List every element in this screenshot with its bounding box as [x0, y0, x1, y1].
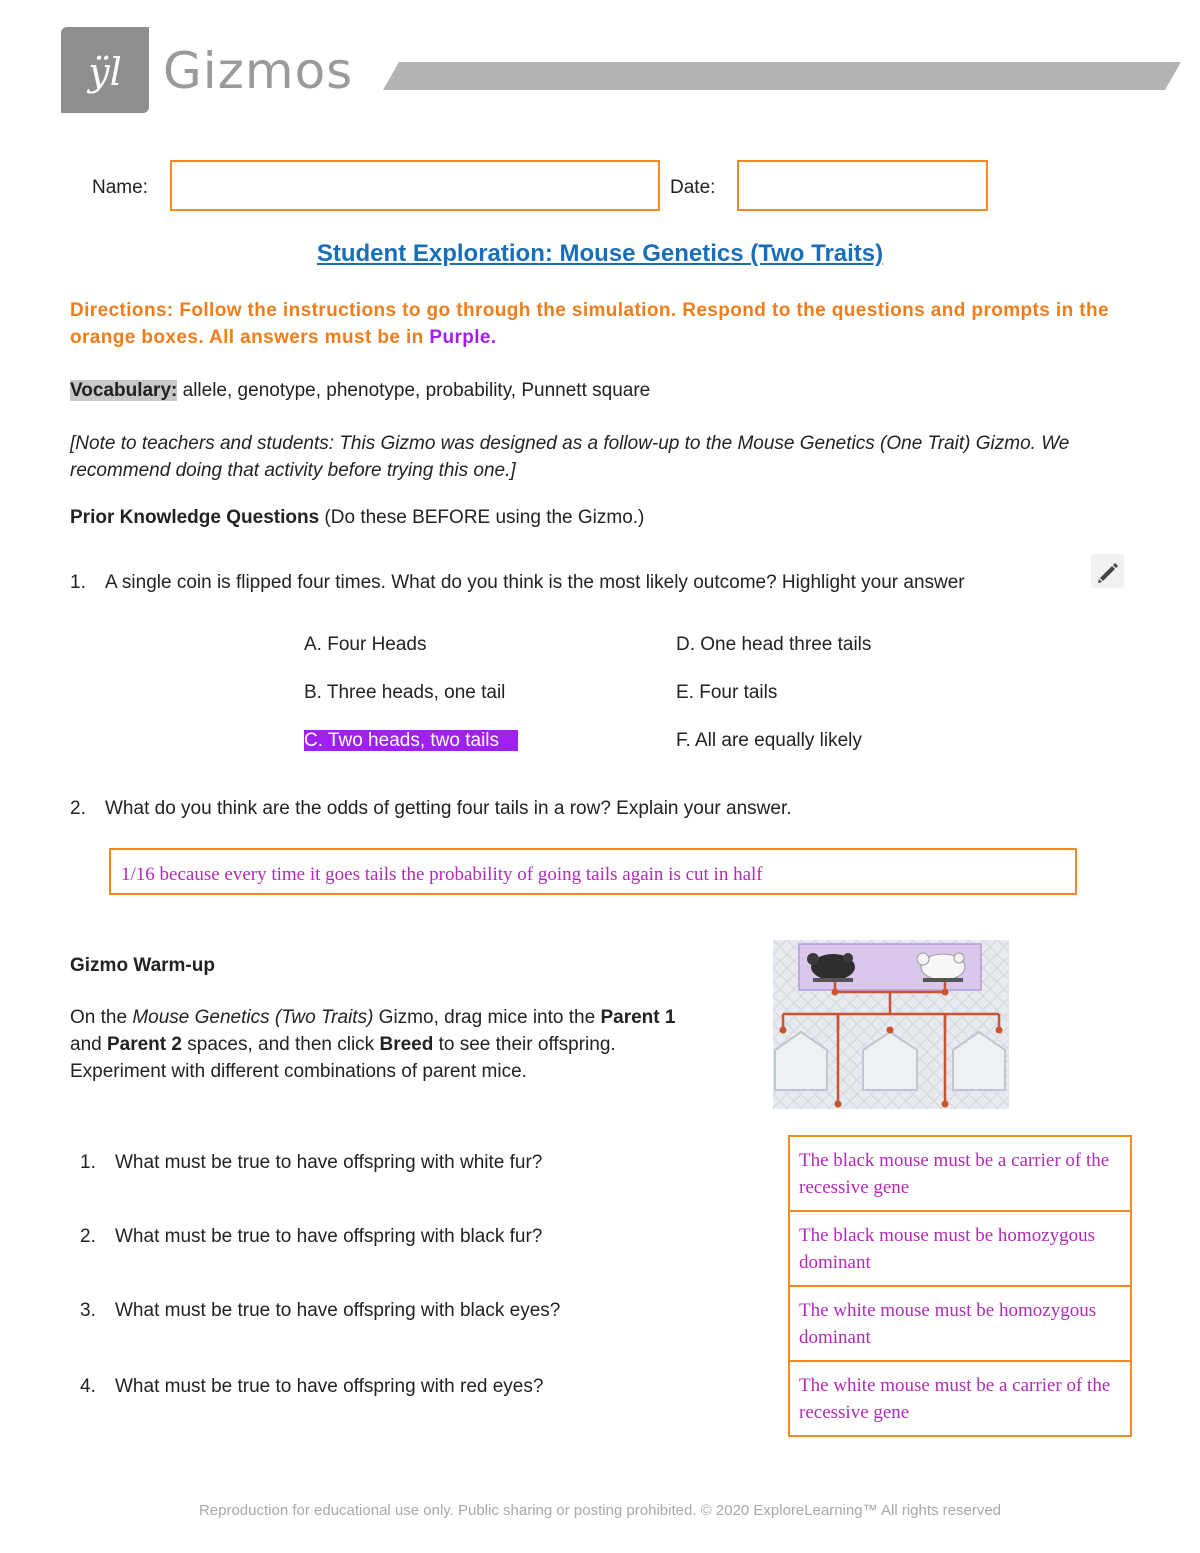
- warmup-parent2: Parent 2: [106, 1034, 182, 1055]
- warmup-q3-text: What must be true to have offspring with black eyes?: [115, 1300, 561, 1321]
- warmup-parent1: Parent 1: [600, 1007, 676, 1028]
- warmup-answer-cell-3[interactable]: [790, 1287, 1130, 1362]
- warmup-q2-text: What must be true to have offspring with black fur?: [115, 1226, 543, 1247]
- directions-purple-word: Purple.: [429, 327, 497, 348]
- choice-b[interactable]: B. Three heads, one tail: [304, 682, 506, 703]
- footer: Reproduction for educational use only. Public sharing or posting prohibited. © 2020 ExploreLearning™ All rights reserved: [198, 1502, 1002, 1519]
- q2-number: 2.: [70, 798, 86, 819]
- page-title: Student Exploration: Mouse Genetics (Two Traits): [316, 240, 884, 267]
- warmup-answer-table: [788, 1135, 1132, 1437]
- prior-knowledge-subtext: (Do these BEFORE using the Gizmo.): [319, 507, 645, 528]
- name-label: Name:: [92, 177, 148, 198]
- directions: [70, 297, 1130, 351]
- warmup-answer-2: The black mouse must be homozygous dominant: [799, 1225, 1096, 1273]
- warmup-q3-number: 3.: [80, 1300, 96, 1321]
- prior-knowledge-title: Prior Knowledge Questions: [70, 507, 320, 528]
- warmup-q2-number: 2.: [80, 1226, 96, 1247]
- warmup-answer-cell-1[interactable]: [790, 1137, 1130, 1212]
- vocabulary-label: Vocabulary:: [70, 380, 178, 401]
- warmup-and: and: [70, 1034, 107, 1055]
- warmup-answer-cell-2[interactable]: [790, 1212, 1130, 1287]
- svg-text:ÿl: ÿl: [88, 50, 122, 94]
- prior-knowledge-heading: [70, 504, 644, 531]
- q1-text: A single coin is flipped four times. What do you think is the most likely outcome? Highlight your answer: [105, 572, 965, 593]
- warmup-intro-2: Gizmo, drag mice into the: [373, 1007, 601, 1028]
- q2-answer: 1/16 because every time it goes tails the probability of going tails again is cut in half: [121, 864, 763, 885]
- choice-e[interactable]: E. Four tails: [676, 682, 778, 703]
- pencil-icon[interactable]: [1091, 554, 1124, 588]
- header-bar: [383, 62, 1181, 90]
- warmup-intro-4: to see their offspring. Experiment with different combinations of parent mice.: [70, 1034, 616, 1082]
- choice-c[interactable]: [304, 730, 518, 752]
- warmup-answer-1: The black mouse must be a carrier of the recessive gene: [799, 1150, 1110, 1198]
- vocabulary-terms: allele, genotype, phenotype, probability, Punnett square: [177, 380, 651, 401]
- q1-number: 1.: [70, 572, 86, 593]
- warmup-q1-text: What must be true to have offspring with white fur?: [115, 1152, 543, 1173]
- warmup-intro: [70, 1004, 710, 1085]
- teacher-note: [Note to teachers and students: This Gizmo was designed as a follow-up to the Mouse Genetics (One Trait) Gizmo. We recommend doing that activity before trying this one.]: [70, 433, 1070, 481]
- brand-name: Gizmos: [163, 42, 354, 100]
- directions-text: Directions: Follow the instructions to go through the simulation. Respond to the questions and prompts in the orange boxes. All answers must be in: [70, 300, 1109, 348]
- warmup-q4-text: What must be true to have offspring with red eyes?: [115, 1376, 544, 1397]
- choice-f[interactable]: F. All are equally likely: [676, 730, 862, 751]
- mouse-breeding-diagram: [773, 940, 1009, 1109]
- warmup-gizmo-name: Mouse Genetics (Two Traits): [132, 1007, 374, 1028]
- q2-answer-box[interactable]: [109, 848, 1077, 895]
- logo-icon: [61, 27, 149, 113]
- warmup-intro-3: spaces, and then click: [181, 1034, 380, 1055]
- vocabulary: [70, 377, 650, 404]
- gizmo-screenshot: [773, 940, 1009, 1109]
- q2-text: What do you think are the odds of getting four tails in a row? Explain your answer.: [105, 798, 792, 819]
- date-field[interactable]: [737, 160, 988, 211]
- date-label: Date:: [670, 177, 716, 198]
- warmup-heading: [70, 952, 215, 979]
- warmup-answer-3: The white mouse must be homozygous dominant: [799, 1300, 1097, 1348]
- choice-d[interactable]: D. One head three tails: [676, 634, 872, 655]
- warmup-breed: Breed: [379, 1034, 434, 1055]
- gizmos-logo-mark: [61, 27, 149, 113]
- name-field[interactable]: [170, 160, 660, 211]
- warmup-answer-cell-4[interactable]: [790, 1362, 1130, 1435]
- warmup-intro-1: On the: [70, 1007, 133, 1028]
- choice-c-highlight: C. Two heads, two tails: [304, 730, 518, 751]
- warmup-heading-text: Gizmo Warm-up: [70, 955, 215, 976]
- warmup-answer-4: The white mouse must be a carrier of the recessive gene: [799, 1375, 1111, 1423]
- warmup-q1-number: 1.: [80, 1152, 96, 1173]
- warmup-q4-number: 4.: [80, 1376, 96, 1397]
- choice-a[interactable]: A. Four Heads: [304, 634, 427, 655]
